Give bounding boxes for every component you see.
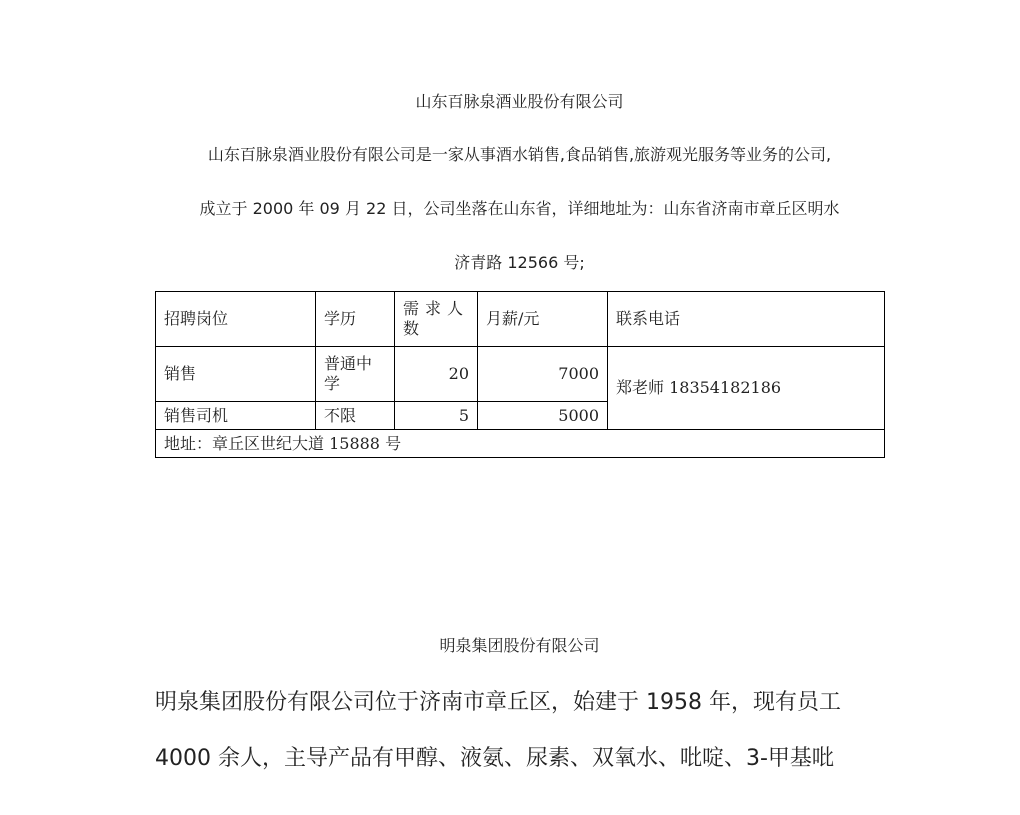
recruitment-table: [155, 291, 885, 458]
description-line: 山东百脉泉酒业股份有限公司是一家从事酒水销售,食品销售,旅游观光服务等业务的公司,: [207, 145, 832, 164]
header-count: 需求人数: [395, 292, 478, 347]
cell-education: 不限: [316, 402, 395, 430]
description-line: 成立于 2000 年 09 月 22 日，公司坐落在山东省，详细地址为：山东省济南市章丘区明水: [199, 199, 840, 218]
cell-count: 20: [395, 347, 478, 402]
table-header-row: [156, 292, 885, 347]
header-education: 学历: [316, 292, 395, 347]
cell-position: 销售司机: [156, 402, 316, 430]
company-title-2: 明泉集团股份有限公司: [439, 636, 600, 655]
cell-salary: 5000: [478, 402, 608, 430]
description-line: 济青路 12566 号;: [454, 253, 585, 272]
cell-count: 5: [395, 402, 478, 430]
header-contact: 联系电话: [608, 292, 885, 347]
company-description-2: [155, 675, 884, 787]
cell-position: 销售: [156, 347, 316, 402]
company-title-1: 山东百脉泉酒业股份有限公司: [415, 92, 624, 111]
table-address-row: [156, 430, 885, 458]
header-position: 招聘岗位: [156, 292, 316, 347]
table-row: [156, 347, 885, 402]
cell-salary: 7000: [478, 347, 608, 402]
description-line: 4000 余人，主导产品有甲醇、液氨、尿素、双氧水、吡啶、3-甲基吡: [155, 746, 834, 771]
description-line: 明泉集团股份有限公司位于济南市章丘区，始建于 1958 年，现有员工: [155, 690, 841, 715]
cell-contact: 郑老师 18354182186: [608, 347, 885, 430]
cell-education: 普通中学: [316, 347, 395, 402]
company-description-1: [155, 128, 884, 290]
header-salary: 月薪/元: [478, 292, 608, 347]
cell-address: 地址：章丘区世纪大道 15888 号: [156, 430, 885, 458]
